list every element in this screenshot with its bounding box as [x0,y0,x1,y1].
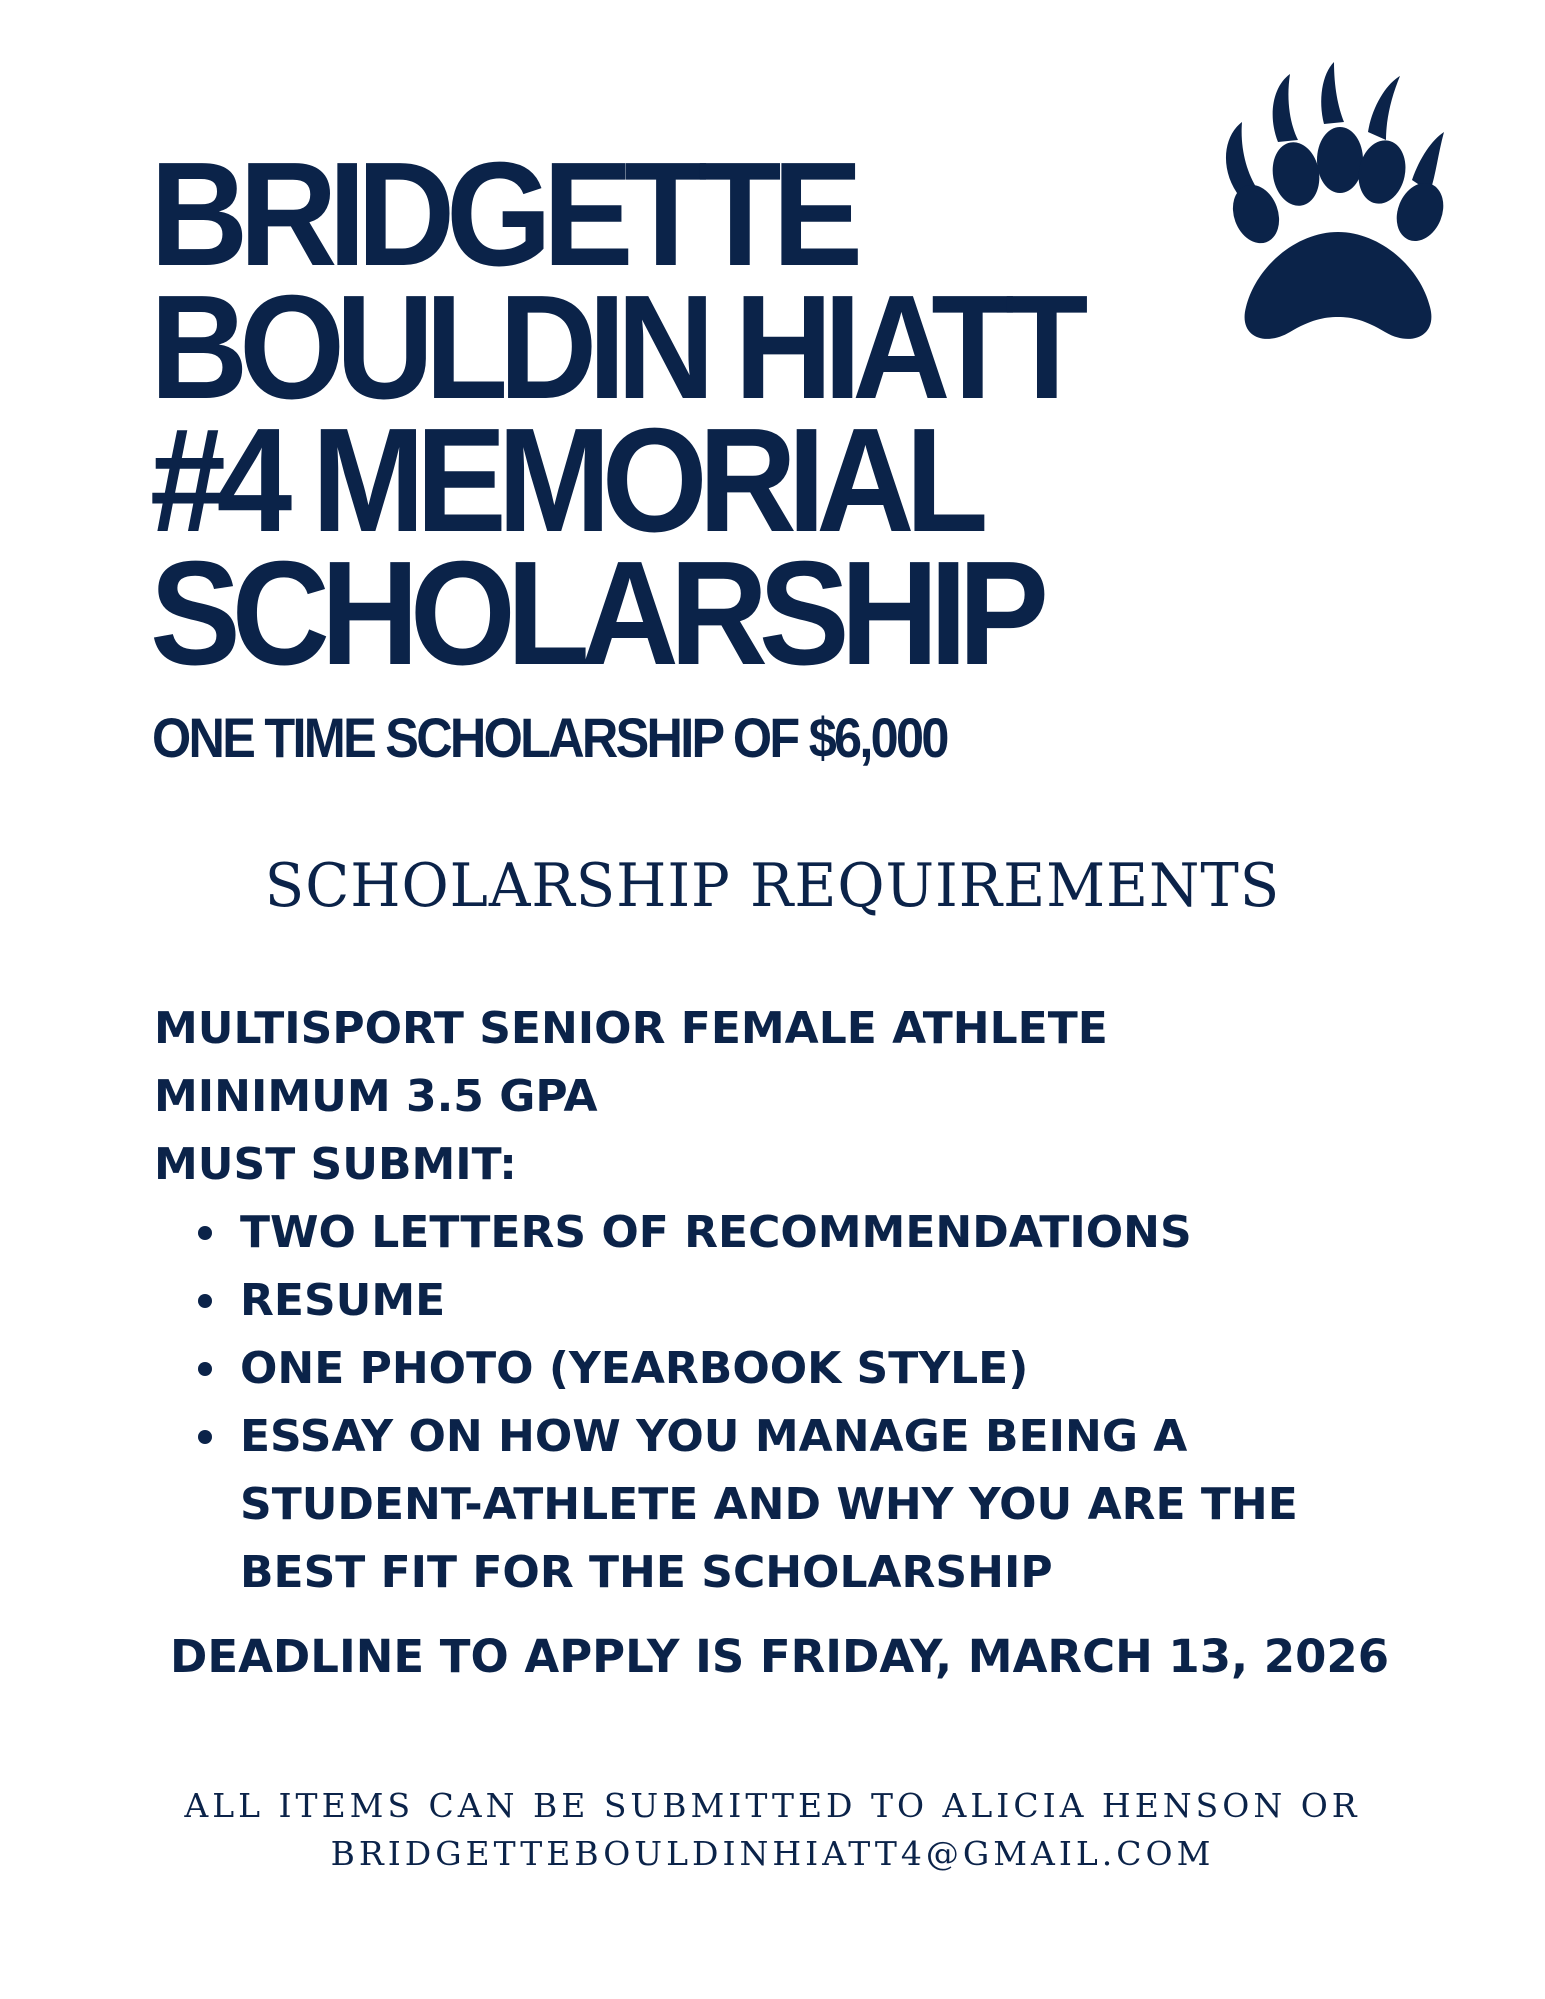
submission-item [240,1199,1340,1267]
requirement-item: MINIMUM 3.5 GPA [154,1071,598,1122]
bullet-icon [198,1294,212,1308]
requirements-list [154,995,1108,1199]
title-line: BRIDGETTE [150,132,854,297]
requirements-heading: SCHOLARSHIP REQUIREMENTS [264,851,1281,921]
submission-items-list [240,1199,1340,1607]
bullet-icon [198,1362,212,1376]
title-line: BOULDIN HIATT [150,265,1080,430]
submission-contact-line: ALL ITEMS CAN BE SUBMITTED TO ALICIA HENSON OR [184,1786,1361,1825]
scholarship-title [150,132,1080,696]
bullet-icon [198,1226,212,1240]
scholarship-amount: ONE TIME SCHOLARSHIP OF $6,000 [152,706,947,769]
application-deadline: DEADLINE TO APPLY IS FRIDAY, MARCH 13, 2026 [170,1630,1390,1683]
submission-contact [0,1782,1545,1878]
title-line: #4 MEMORIAL [150,398,980,563]
requirement-item: MUST SUBMIT: [154,1139,517,1190]
title-line: SCHOLARSHIP [150,531,1040,696]
submission-item [240,1267,1340,1335]
submission-item-text: RESUME [240,1275,446,1326]
submission-item [240,1403,1340,1607]
submission-item-text: TWO LETTERS OF RECOMMENDATIONS [240,1207,1192,1258]
bullet-icon [198,1430,212,1444]
bear-paw-icon [1220,62,1450,352]
requirement-item: MULTISPORT SENIOR FEMALE ATHLETE [154,1003,1108,1054]
contact-email: BRIDGETTEBOULDINHIATT4@GMAIL.COM [330,1834,1215,1873]
submission-item-text: ONE PHOTO (YEARBOOK STYLE) [240,1343,1029,1394]
submission-item [240,1335,1340,1403]
submission-item-text: ESSAY ON HOW YOU MANAGE BEING A STUDENT-ATHLETE AND WHY YOU ARE THE BEST FIT FOR THE SCHOLARSHIP [240,1411,1298,1598]
